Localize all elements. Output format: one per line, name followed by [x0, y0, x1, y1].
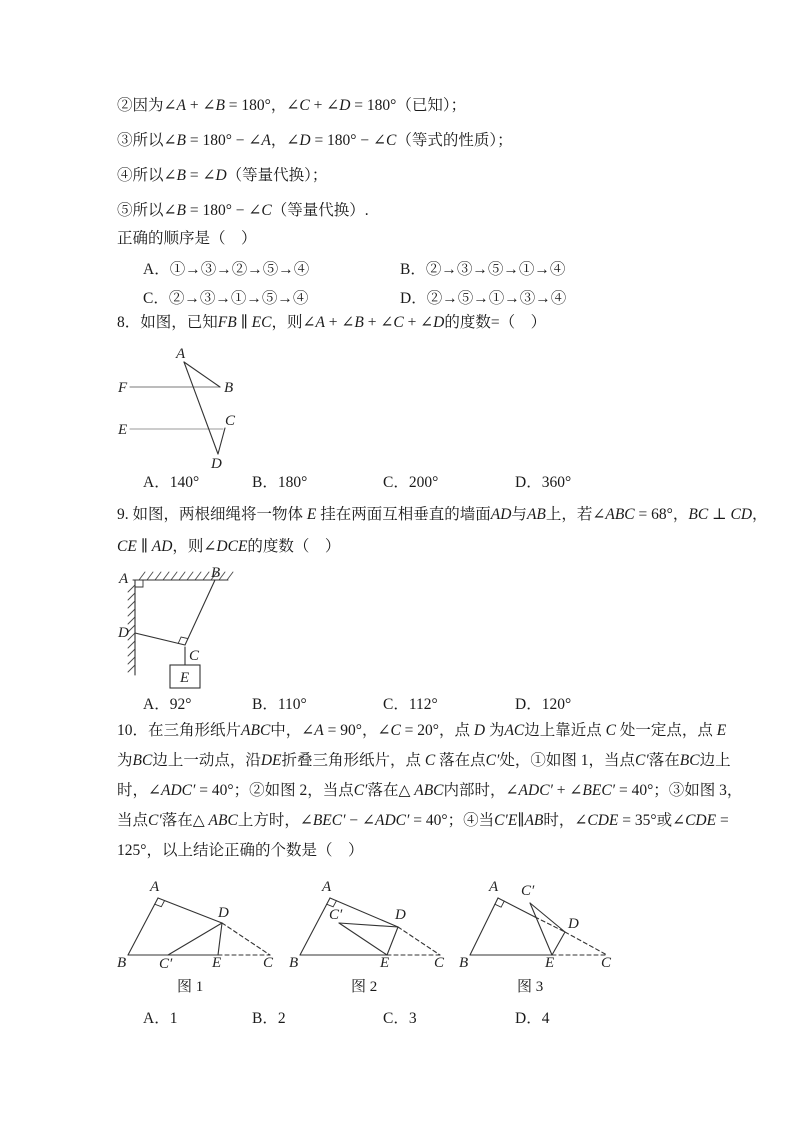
q8-figure-lines: [130, 362, 225, 454]
q7-option-d: D．②→⑤→①→③→④: [400, 290, 567, 307]
proof-step-3: ③所以∠B = 180° − ∠A，∠D = 180° − ∠C（等式的性质）；: [117, 132, 513, 149]
q10-option-d: D．4: [515, 1010, 550, 1027]
proof-step-5: ⑤所以∠B = 180° − ∠C（等量代换）.: [117, 202, 369, 219]
figure-3-caption: 图 3: [517, 979, 544, 995]
q9-wall-hatching: [128, 585, 135, 672]
q8-option-d: D．360°: [515, 474, 572, 491]
q9-vertex-label-d: D: [118, 625, 129, 641]
fig2-vertex-label-a: A: [322, 879, 332, 895]
fig2-vertex-label-b: B: [289, 955, 299, 971]
q10-figure-2: [285, 878, 455, 973]
q8-option-c: C．200°: [383, 474, 439, 491]
fig3-vertex-label-b: B: [459, 955, 469, 971]
q8-figure: [110, 344, 280, 474]
fig3-vertex-label-d: D: [568, 916, 579, 932]
q10-option-c: C．3: [383, 1010, 417, 1027]
q10-stem-line2: 为BC边上一动点，沿DE折叠三角形纸片，点 C 落在点C′处，①如图 1，当点C′落在BC边上: [117, 752, 731, 769]
q8-vertex-label-a: A: [176, 346, 186, 362]
q8-vertex-label-d: D: [211, 456, 222, 472]
fig1-vertex-label-d: D: [218, 905, 229, 921]
fig2-vertex-label-e: E: [380, 955, 390, 971]
q10-stem-line5: 125°，以上结论正确的个数是（ ）: [117, 842, 364, 859]
q9-option-d: D．120°: [515, 696, 572, 713]
fig2-vertex-label-d: D: [395, 907, 406, 923]
q9-stem-line1: 9. 如图，两根细绳将一物体 E 挂在两面互相垂直的墙面AD与AB上，若∠ABC = 68°，BC ⊥ CD，: [117, 506, 768, 523]
q8-option-a: A．140°: [143, 474, 200, 491]
q10-figure-1: [112, 878, 282, 973]
q10-figure-2-lines: [300, 898, 440, 955]
fig1-vertex-label-cp: C′: [159, 956, 173, 972]
q10-stem-line4: 当点C′落在△ ABC上方时，∠BEC′ − ∠ADC′ = 40°；④当C′E∥AB时，∠CDE = 35°或∠CDE =: [117, 812, 729, 829]
fig1-vertex-label-a: A: [150, 879, 160, 895]
fig3-vertex-label-c: C: [601, 955, 612, 971]
q9-vertex-label-a: A: [119, 571, 129, 587]
q10-figure-3-lines: [470, 898, 607, 955]
q9-vertex-label-b: B: [211, 565, 221, 581]
q10-figure-3: [455, 878, 625, 973]
q10-option-a: A．1: [143, 1010, 178, 1027]
q9-option-a: A．92°: [143, 696, 192, 713]
q9-vertex-label-c: C: [189, 648, 200, 664]
q8-vertex-label-f: F: [118, 380, 128, 396]
q10-option-b: B．2: [252, 1010, 286, 1027]
q8-option-b: B．180°: [252, 474, 308, 491]
q7-option-c: C．②→③→①→⑤→④: [143, 290, 309, 307]
fig2-vertex-label-c: C: [434, 955, 445, 971]
fig3-vertex-label-a: A: [489, 879, 499, 895]
q9-option-b: B．110°: [252, 696, 307, 713]
figure-2-caption: 图 2: [351, 979, 378, 995]
q8-vertex-label-e: E: [118, 422, 128, 438]
q10-stem-line1: 10．在三角形纸片ABC中，∠A = 90°，∠C = 20°，点 D 为AC边上靠近点 C 处一定点，点 E: [117, 722, 727, 739]
fig1-vertex-label-c: C: [263, 955, 274, 971]
q10-figure-1-lines: [128, 898, 270, 955]
q8-vertex-label-b: B: [224, 380, 234, 396]
proof-step-4: ④所以∠B = ∠D（等量代换）；: [117, 167, 328, 184]
fig1-vertex-label-b: B: [117, 955, 127, 971]
q9-figure: [115, 563, 250, 695]
proof-step-2: ②因为∠A + ∠B = 180°，∠C + ∠D = 180°（已知）；: [117, 97, 467, 114]
fig3-vertex-label-e: E: [545, 955, 555, 971]
q9-option-c: C．112°: [383, 696, 438, 713]
q9-stem-line2: CE ∥ AD，则∠DCE的度数（ ）: [117, 538, 341, 555]
q9-weight-label-e: E: [180, 670, 190, 686]
q10-stem-line3: 时，∠ADC′ = 40°；②如图 2，当点C′落在△ ABC内部时，∠ADC′ + ∠BEC′ = 40°；③如图 3，: [117, 782, 743, 799]
q7-prompt: 正确的顺序是（ ）: [117, 230, 257, 247]
q7-option-a: A．①→③→②→⑤→④: [143, 261, 310, 278]
fig1-vertex-label-e: E: [212, 955, 222, 971]
figure-1-caption: 图 1: [177, 979, 204, 995]
q8-stem: 8．如图，已知FB ∥ EC，则∠A + ∠B + ∠C + ∠D的度数=（ ）: [117, 314, 547, 331]
fig2-vertex-label-cp: C′: [329, 907, 343, 923]
q8-vertex-label-c: C: [225, 413, 236, 429]
fig3-vertex-label-cp: C′: [521, 883, 535, 899]
q7-option-b: B．②→③→⑤→①→④: [400, 261, 566, 278]
